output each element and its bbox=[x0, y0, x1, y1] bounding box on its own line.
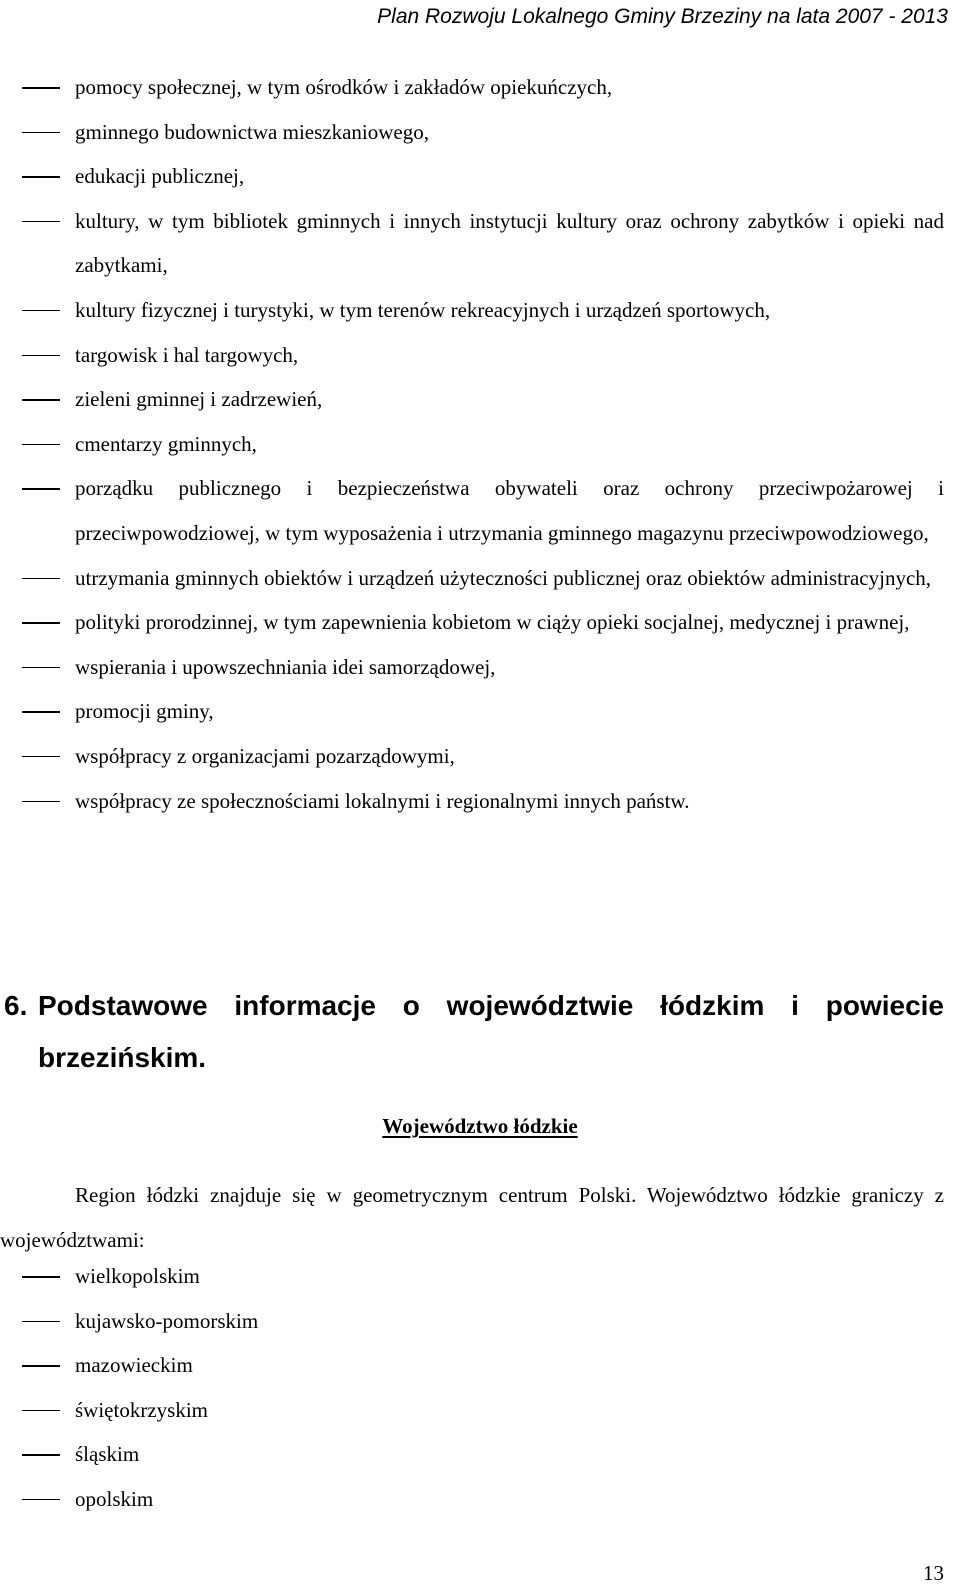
body-paragraph: Region łódzki znajduje się w geometrycznym centrum Polski. Województwo łódzkie graniczy z województwami: bbox=[0, 1183, 944, 1252]
dash-bullet bbox=[22, 1365, 60, 1367]
dash-bullet bbox=[22, 221, 60, 223]
list-item bbox=[0, 288, 960, 333]
dash-bullet bbox=[22, 667, 60, 669]
list-item-text: kujawsko-pomorskim bbox=[75, 1308, 259, 1333]
dash-bullet bbox=[22, 87, 60, 89]
dash-bullet bbox=[22, 1454, 60, 1456]
dash-bullet bbox=[22, 622, 60, 624]
section-heading bbox=[0, 980, 960, 1084]
list-item bbox=[0, 65, 960, 110]
list-item-text: świętokrzyskim bbox=[75, 1397, 208, 1422]
list-item bbox=[0, 1432, 960, 1477]
list-item-text: promocji gminy, bbox=[75, 699, 214, 724]
list-item-text: śląskim bbox=[75, 1442, 140, 1467]
list-item-text: utrzymania gminnych obiektów i urządzeń użyteczności publicznej oraz obiektów administracyjnych, bbox=[75, 565, 932, 590]
dash-bullet bbox=[22, 310, 60, 312]
dash-bullet bbox=[22, 444, 60, 446]
list-item bbox=[0, 779, 960, 824]
list-item-text: cmentarzy gminnych, bbox=[75, 431, 257, 456]
list-item bbox=[0, 689, 960, 734]
list-item-text: kultury fizycznej i turystyki, w tym terenów rekreacyjnych i urządzeń sportowych, bbox=[75, 297, 771, 322]
municipal-tasks-list bbox=[0, 65, 960, 823]
list-item-text: współpracy z organizacjami pozarządowymi, bbox=[75, 743, 455, 768]
list-item-text: wspierania i upowszechniania idei samorządowej, bbox=[75, 654, 496, 679]
section-number: 6. bbox=[4, 990, 28, 1021]
dash-bullet bbox=[22, 711, 60, 713]
list-item-text: kultury, w tym bibliotek gminnych i innych instytucji kultury oraz ochrony zabytków i opieki nad zabytkami, bbox=[75, 208, 944, 278]
subsection-heading: Województwo łódzkie bbox=[382, 1114, 578, 1138]
list-item-text: porządku publicznego i bezpieczeństwa obywateli oraz ochrony przeciwpożarowej i przeciwpowodziowej, w tym wyposażenia i utrzymania gminnego magazynu przeciwpowodziowego, bbox=[75, 476, 944, 545]
list-item bbox=[0, 1299, 960, 1344]
list-item-text: współpracy ze społecznościami lokalnymi i regionalnymi innych państw. bbox=[75, 788, 690, 813]
dash-bullet bbox=[22, 176, 60, 178]
dash-bullet bbox=[22, 578, 60, 580]
list-item-text: mazowieckim bbox=[75, 1353, 193, 1378]
list-item bbox=[0, 199, 960, 288]
list-item bbox=[0, 1477, 960, 1522]
list-item-text: gminnego budownictwa mieszkaniowego, bbox=[75, 119, 430, 144]
neighboring-voivodeships-list bbox=[0, 1254, 960, 1522]
list-item-text: pomocy społecznej, w tym ośrodków i zakładów opiekuńczych, bbox=[75, 75, 613, 99]
list-item bbox=[0, 154, 960, 199]
list-item-text: edukacji publicznej, bbox=[75, 164, 245, 189]
list-item bbox=[0, 734, 960, 779]
dash-bullet bbox=[22, 1321, 60, 1323]
list-item bbox=[0, 1254, 960, 1299]
list-item bbox=[0, 110, 960, 155]
list-item bbox=[0, 1343, 960, 1388]
dash-bullet bbox=[22, 488, 60, 490]
list-item-text: wielkopolskim bbox=[75, 1264, 200, 1288]
list-item bbox=[0, 333, 960, 378]
dash-bullet bbox=[22, 132, 60, 134]
dash-bullet bbox=[22, 801, 60, 803]
list-item-text: zieleni gminnej i zadrzewień, bbox=[75, 387, 323, 412]
list-item-text: opolskim bbox=[75, 1486, 154, 1511]
dash-bullet bbox=[22, 355, 60, 357]
list-item-text: polityki prorodzinnej, w tym zapewnienia kobietom w ciąży opieki socjalnej, medycznej i prawnej, bbox=[75, 610, 910, 635]
list-item bbox=[0, 422, 960, 467]
dash-bullet bbox=[22, 1499, 60, 1501]
running-header: Plan Rozwoju Lokalnego Gminy Brzeziny na lata 2007 - 2013 bbox=[377, 5, 948, 28]
list-item bbox=[0, 377, 960, 422]
page-number: 13 bbox=[923, 1561, 944, 1585]
list-item bbox=[0, 466, 960, 555]
list-item bbox=[0, 556, 960, 601]
section-title: Podstawowe informacje o województwie łódzkim i powiecie brzezińskim. bbox=[38, 990, 944, 1073]
list-item bbox=[0, 600, 960, 645]
list-item-text: targowisk i hal targowych, bbox=[75, 342, 299, 367]
dash-bullet bbox=[22, 1410, 60, 1412]
dash-bullet bbox=[22, 1276, 60, 1278]
list-item bbox=[0, 1388, 960, 1433]
dash-bullet bbox=[22, 399, 60, 401]
dash-bullet bbox=[22, 756, 60, 758]
list-item bbox=[0, 645, 960, 690]
